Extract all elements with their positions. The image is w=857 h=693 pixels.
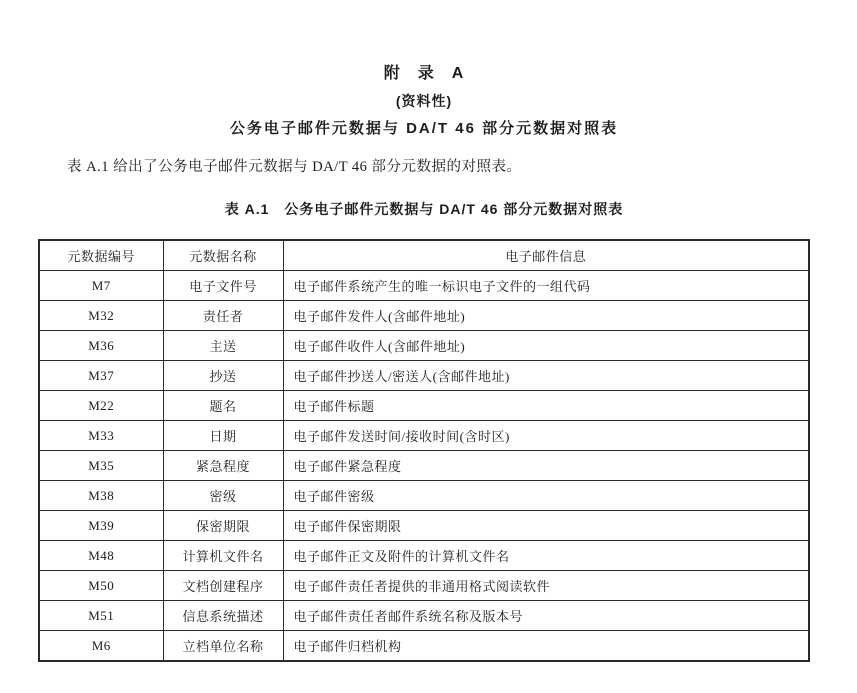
cell-info: 电子邮件密级	[283, 481, 809, 511]
cell-name: 责任者	[163, 301, 283, 331]
header-cell-name: 元数据名称	[163, 240, 283, 271]
cell-info: 电子邮件归档机构	[283, 631, 809, 662]
table-row	[39, 421, 809, 451]
table-row	[39, 301, 809, 331]
header-cell-info: 电子邮件信息	[283, 240, 809, 271]
table-row	[39, 451, 809, 481]
table-row	[39, 331, 809, 361]
header-cell-code: 元数据编号	[39, 240, 163, 271]
table-row	[39, 571, 809, 601]
cell-name: 电子文件号	[163, 271, 283, 301]
metadata-comparison-table	[38, 239, 810, 662]
cell-code: M35	[39, 451, 163, 481]
cell-code: M7	[39, 271, 163, 301]
page-content	[38, 0, 810, 662]
intro-paragraph: 表 A.1 给出了公务电子邮件元数据与 DA/T 46 部分元数据的对照表。	[67, 159, 522, 175]
cell-name: 抄送	[163, 361, 283, 391]
cell-info: 电子邮件发送时间/接收时间(含时区)	[283, 421, 809, 451]
table-row	[39, 391, 809, 421]
cell-name: 日期	[163, 421, 283, 451]
cell-info: 电子邮件紧急程度	[283, 451, 809, 481]
cell-name: 文档创建程序	[163, 571, 283, 601]
appendix-title: 公务电子邮件元数据与 DA/T 46 部分元数据对照表	[229, 120, 619, 137]
table-row	[39, 271, 809, 301]
cell-info: 电子邮件标题	[283, 391, 809, 421]
cell-name: 计算机文件名	[163, 541, 283, 571]
cell-info: 电子邮件责任者邮件系统名称及版本号	[283, 601, 809, 631]
cell-info: 电子邮件收件人(含邮件地址)	[283, 331, 809, 361]
appendix-heading: 附 录 A	[383, 65, 465, 82]
table-caption: 表 A.1 公务电子邮件元数据与 DA/T 46 部分元数据对照表	[224, 201, 624, 217]
cell-code: M6	[39, 631, 163, 662]
cell-name: 保密期限	[163, 511, 283, 541]
table-header-row	[39, 240, 809, 271]
cell-name: 密级	[163, 481, 283, 511]
cell-code: M32	[39, 301, 163, 331]
cell-code: M22	[39, 391, 163, 421]
cell-code: M48	[39, 541, 163, 571]
cell-info: 电子邮件抄送人/密送人(含邮件地址)	[283, 361, 809, 391]
cell-code: M39	[39, 511, 163, 541]
cell-name: 紧急程度	[163, 451, 283, 481]
cell-code: M51	[39, 601, 163, 631]
table-row	[39, 631, 809, 662]
cell-info: 电子邮件正文及附件的计算机文件名	[283, 541, 809, 571]
informative-label: (资料性)	[395, 93, 453, 109]
cell-name: 题名	[163, 391, 283, 421]
cell-info: 电子邮件发件人(含邮件地址)	[283, 301, 809, 331]
table-row	[39, 541, 809, 571]
table-row	[39, 601, 809, 631]
table-row	[39, 511, 809, 541]
cell-code: M37	[39, 361, 163, 391]
cell-name: 主送	[163, 331, 283, 361]
cell-code: M36	[39, 331, 163, 361]
cell-info: 电子邮件保密期限	[283, 511, 809, 541]
cell-info: 电子邮件系统产生的唯一标识电子文件的一组代码	[283, 271, 809, 301]
cell-code: M50	[39, 571, 163, 601]
cell-info: 电子邮件责任者提供的非通用格式阅读软件	[283, 571, 809, 601]
cell-code: M33	[39, 421, 163, 451]
cell-name: 信息系统描述	[163, 601, 283, 631]
table-row	[39, 481, 809, 511]
cell-name: 立档单位名称	[163, 631, 283, 662]
table-row	[39, 361, 809, 391]
cell-code: M38	[39, 481, 163, 511]
